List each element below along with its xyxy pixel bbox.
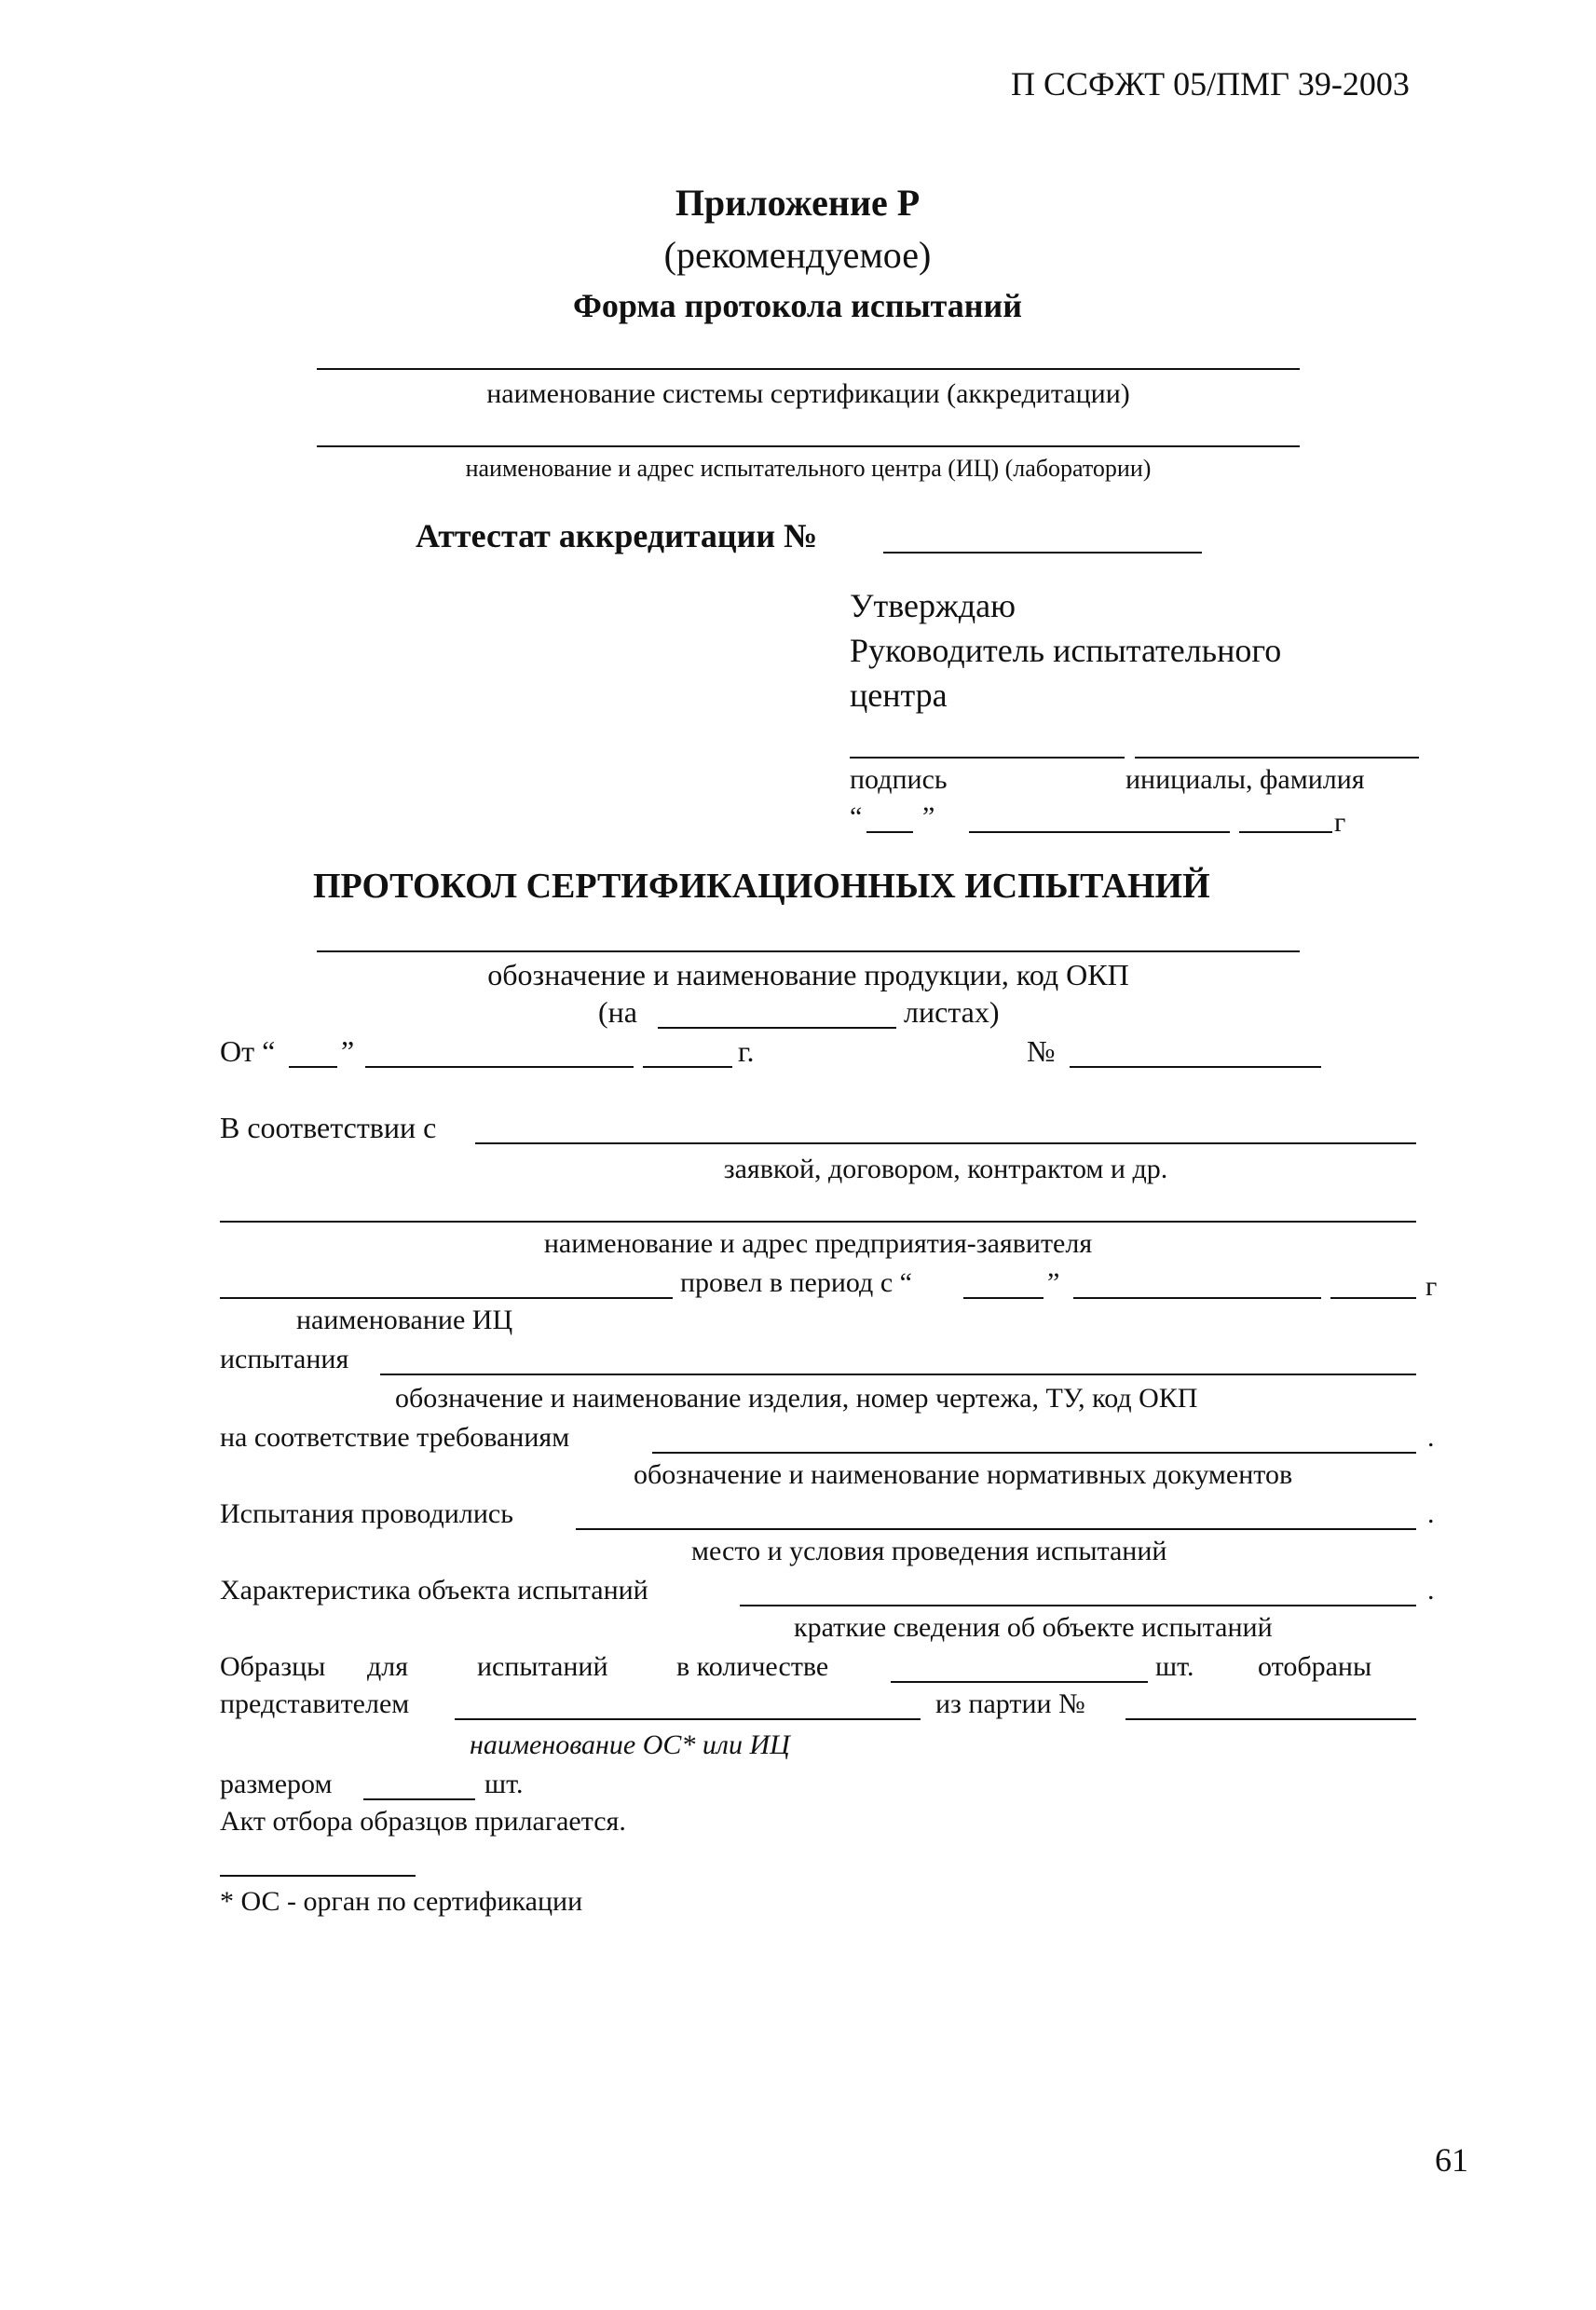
protocol-month-line[interactable] <box>365 1066 634 1068</box>
samples-word-2: для <box>367 1651 409 1682</box>
center-name-line[interactable] <box>317 445 1300 447</box>
period-year-suffix: г <box>1425 1271 1438 1302</box>
approval-year-line[interactable] <box>1239 831 1332 833</box>
object-line[interactable] <box>740 1605 1416 1606</box>
period-month-line[interactable] <box>1073 1297 1321 1299</box>
approval-date-open-quote: “ <box>850 801 863 832</box>
tests-label: испытания <box>220 1344 349 1374</box>
protocol-number-line[interactable] <box>1070 1066 1321 1068</box>
size-unit: шт. <box>484 1769 524 1799</box>
samples-word-1: Образцы <box>220 1651 326 1682</box>
samples-count-line[interactable] <box>891 1681 1148 1683</box>
samples-word-4: в количестве <box>676 1651 829 1682</box>
approval-date-close-quote: ” <box>922 801 935 832</box>
accordance-caption: заявкой, договором, контрактом и др. <box>723 1154 1168 1184</box>
tests-line[interactable] <box>380 1374 1416 1375</box>
footnote-separator <box>220 1875 416 1877</box>
size-line[interactable] <box>363 1798 475 1800</box>
protocol-heading: ПРОТОКОЛ СЕРТИФИКАЦИОННЫХ ИСПЫТАНИЙ <box>313 867 1210 906</box>
center-name-caption: наименование и адрес испытательного центра (ИЦ) (лаборатории) <box>465 455 1152 482</box>
act-text: Акт отбора образцов прилагается. <box>220 1806 626 1837</box>
form-title: Форма протокола испытаний <box>572 287 1023 324</box>
center-caption: наименование ИЦ <box>296 1305 513 1335</box>
sheets-count-line[interactable] <box>658 1027 896 1029</box>
conformity-end-dot: . <box>1427 1422 1435 1453</box>
batch-number-line[interactable] <box>1125 1718 1416 1720</box>
appendix-title: Приложение Р <box>675 182 921 224</box>
object-caption: краткие сведения об объекте испытаний <box>794 1612 1273 1643</box>
approval-year-suffix: г <box>1334 807 1346 838</box>
samples-unit: шт. <box>1155 1651 1194 1682</box>
product-caption: обозначение и наименование продукции, код ОКП <box>487 958 1129 991</box>
footnote-text: * ОС - орган по сертификации <box>220 1886 583 1917</box>
name-caption: инициалы, фамилия <box>1125 764 1365 795</box>
sheets-prefix: (на <box>598 995 637 1029</box>
appendix-type: (рекомендуемое) <box>663 234 932 276</box>
protocol-from-label: От “ <box>220 1034 276 1068</box>
period-close-quote: ” <box>1047 1267 1060 1298</box>
system-name-caption: наименование системы сертификации (аккредитации) <box>486 378 1130 409</box>
document-code: П ССФЖТ 05/ПМГ 39-2003 <box>1011 65 1410 103</box>
approver-position: Руководитель испытательного <box>850 632 1282 669</box>
applicant-caption: наименование и адрес предприятия-заявителя <box>543 1228 1093 1259</box>
period-year-line[interactable] <box>1330 1297 1416 1299</box>
protocol-number-label: № <box>1027 1034 1056 1068</box>
accordance-label: В соответствии с <box>220 1111 437 1144</box>
protocol-day-line[interactable] <box>289 1066 337 1068</box>
representative-caption: наименование ОС* или ИЦ <box>470 1729 790 1760</box>
batch-label: из партии № <box>935 1688 1085 1719</box>
conducted-end-dot: . <box>1427 1498 1435 1529</box>
protocol-year-line[interactable] <box>643 1066 732 1068</box>
accreditation-label: Аттестат аккредитации № <box>416 517 818 554</box>
approver-position-cont: центра <box>850 677 948 714</box>
samples-word-3: испытаний <box>477 1651 608 1682</box>
product-line[interactable] <box>317 950 1300 952</box>
signature-line[interactable] <box>850 757 1125 759</box>
approval-day-line[interactable] <box>866 831 913 833</box>
protocol-from-close: ” <box>341 1034 355 1068</box>
conformity-caption: обозначение и наименование нормативных документов <box>634 1459 1293 1490</box>
conformity-label: на соответствие требованиям <box>220 1422 570 1453</box>
signature-caption: подпись <box>850 764 948 795</box>
period-label: провел в период с “ <box>680 1267 912 1298</box>
conducted-caption: место и условия проведения испытаний <box>691 1536 1167 1566</box>
accordance-line[interactable] <box>475 1142 1416 1144</box>
center-name-field-line[interactable] <box>220 1297 673 1299</box>
object-end-dot: . <box>1427 1575 1435 1606</box>
representative-label: представителем <box>220 1688 410 1719</box>
size-label: размером <box>220 1769 333 1799</box>
tests-caption: обозначение и наименование изделия, номер чертежа, ТУ, код ОКП <box>395 1383 1198 1414</box>
name-line[interactable] <box>1135 757 1419 759</box>
applicant-line[interactable] <box>220 1221 1416 1223</box>
protocol-year-label: г. <box>738 1034 755 1068</box>
sheets-suffix: листах) <box>904 995 1000 1029</box>
conducted-label: Испытания проводились <box>220 1498 513 1529</box>
conducted-line[interactable] <box>576 1528 1416 1530</box>
samples-word-5: отобраны <box>1258 1651 1372 1682</box>
system-name-line[interactable] <box>317 368 1300 370</box>
period-day-line[interactable] <box>963 1297 1044 1299</box>
accreditation-number-line[interactable] <box>883 552 1202 554</box>
object-label: Характеристика объекта испытаний <box>220 1575 648 1606</box>
approve-label: Утверждаю <box>850 587 1016 624</box>
approval-month-line[interactable] <box>969 831 1230 833</box>
page-number: 61 <box>1435 2141 1468 2179</box>
conformity-line[interactable] <box>652 1452 1416 1454</box>
representative-line[interactable] <box>455 1718 921 1720</box>
